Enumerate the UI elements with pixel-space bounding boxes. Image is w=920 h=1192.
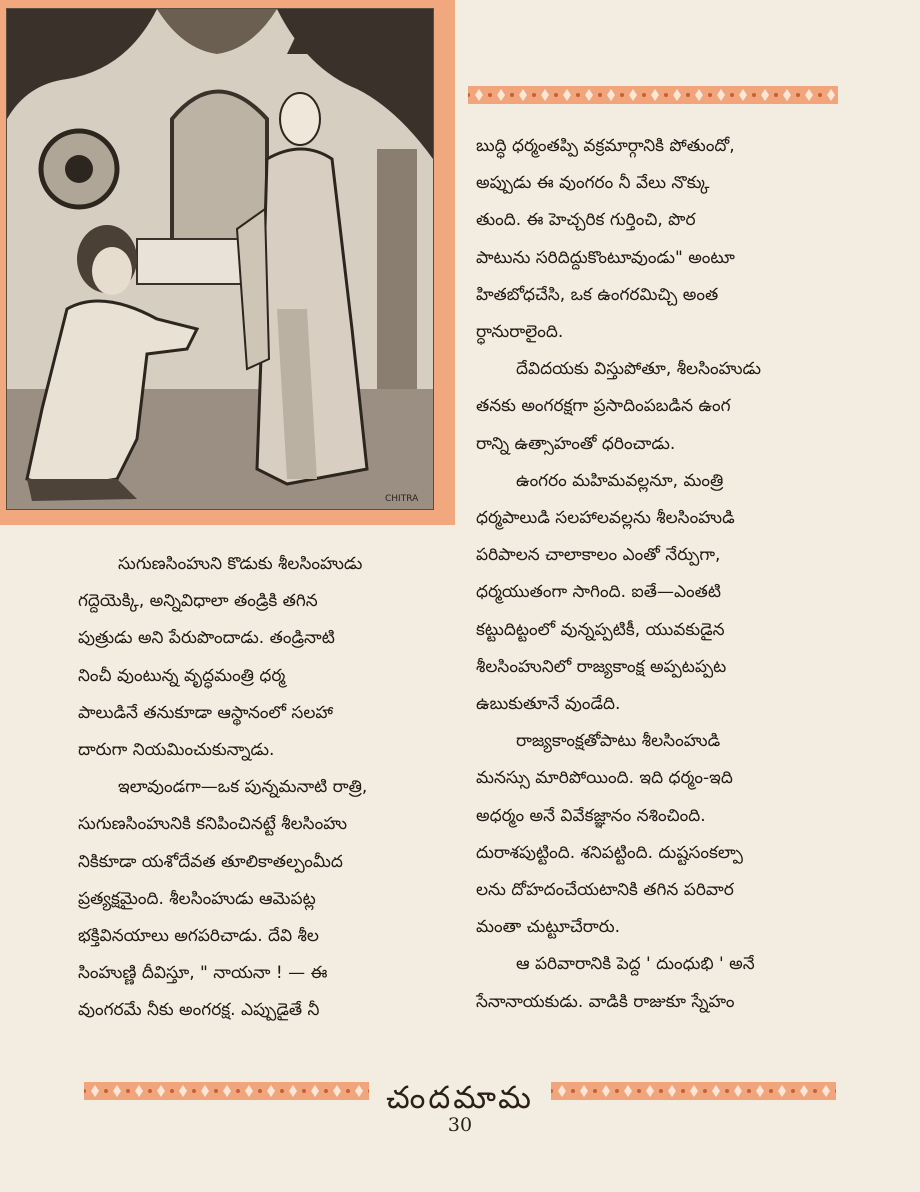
text-line: హితబోధచేసి, ఒక ఉంగరమిచ్చి అంత [476, 284, 719, 305]
text-line: దేవిదయకు విస్తుపోతూ, శీలసింహుడు [516, 359, 761, 380]
text-line: ధర్మయుతంగా సాగింది. ఐతే—ఎంతటి [476, 582, 722, 603]
text-line: అధర్మం అనే వివేకజ్ఞానం నశించింది. [476, 805, 706, 826]
text-line: తుంది. ఈ హెచ్చరిక గుర్తించి, పొర [476, 210, 696, 231]
text-line: పరిపాలన చాలాకాలం ఎంతో నేర్పుగా, [476, 545, 721, 566]
text-line: పుత్రుడు అని పేరుపొందాడు. తండ్రినాటి [78, 628, 335, 649]
text-line: పాటును సరిదిద్దుకొంటూవుండు" అంటూ [476, 247, 735, 268]
text-line: కట్టుదిట్టంలో వున్నప్పటికీ, యువకుడైన [476, 619, 725, 640]
text-line: రాన్ని ఉత్సాహంతో ధరించాడు. [476, 433, 676, 454]
text-line: నించీ వుంటున్న వృద్ధమంత్రి ధర్మ [78, 665, 286, 686]
text-line: సుగుణసింహుని కొడుకు శీలసింహుడు [118, 554, 363, 574]
text-line: శీలసింహునిలో రాజ్యకాంక్ష అప్పటప్పట [476, 656, 727, 677]
illustration-frame [0, 0, 455, 525]
text-line: ధర్మపాలుడి సలహాలవల్లను శీలసింహుడి [476, 508, 735, 529]
text-line: ప్రత్యక్షమైంది. శీలసింహుడు ఆమెపట్ల [78, 888, 316, 909]
text-line: వుంగరమే నీకు అంగరక్ష. ఎప్పుడైతే నీ [78, 1000, 320, 1021]
text-line: పాలుడినే తనుకూడా ఆస్థానంలో సలహా [78, 702, 333, 723]
text-line: రాజ్యకాంక్షతోపాటు శీలసింహుడి [516, 731, 721, 752]
border-pattern [84, 1082, 369, 1100]
illustration-goddess-and-king [6, 8, 434, 510]
text-line: నికికూడా యశోదేవత తూలికాతల్పంమీద [78, 851, 343, 872]
text-line: మనస్సు మారిపోయింది. ఇది ధర్మం-ఇది [476, 768, 733, 789]
left-column-text [78, 546, 450, 1030]
text-line: సేనానాయకుడు. వాడికి రాజుకూ స్నేహం [476, 991, 735, 1012]
page-number: 30 [447, 1114, 473, 1136]
top-decorative-border [468, 86, 838, 104]
text-line: మంతా చుట్టూచేరారు. [476, 917, 621, 938]
text-line: ఇలావుండగా—ఒక పున్నమనాటి రాత్రి, [118, 777, 368, 798]
text-line: బుద్ధి ధర్మంతప్పి వక్రమార్గానికి పోతుందో, [476, 136, 735, 156]
right-column-text [476, 128, 838, 1021]
text-line: సింహుణ్ణి దీవిస్తూ, " నాయనా ! — ఈ [78, 963, 328, 984]
illustration-signature: CHITRA [385, 494, 419, 504]
text-line: లను దోహదంచేయటానికి తగిన పరివార [476, 880, 734, 901]
text-line: తనకు అంగరక్షగా ప్రసాదింపబడిన ఉంగ [476, 396, 731, 417]
illustration-drawing [7, 9, 433, 509]
text-line: ఉంగరం మహిమవల్లనూ, మంత్రి [516, 470, 724, 491]
text-line: గద్దెయెక్కి, అన్నివిధాలా తండ్రికి తగిన [78, 591, 318, 612]
text-line: ఉబుకుతూనే వుండేది. [476, 694, 621, 715]
text-line: దారుగా నియమించుకున్నాడు. [78, 740, 275, 761]
text-line: ఆ పరివారానికి పెద్ద ' దుంధుభి ' అనే [516, 954, 755, 975]
text-line: సుగుణసింహునికి కనిపించినట్టే శీలసింహు [78, 814, 348, 835]
footer-right-border [551, 1082, 836, 1100]
text-line: ర్ధానురాలైంది. [476, 322, 564, 343]
text-line: దురాశపుట్టింది. శనిపట్టింది. దుష్టసంకల్పా [476, 842, 743, 863]
magazine-title: చందమామ [386, 1080, 534, 1116]
text-line: అప్పుడు ఈ వుంగరం నీ వేలు నొక్కు [476, 173, 710, 194]
border-pattern [551, 1082, 836, 1100]
footer-left-border [84, 1082, 369, 1100]
border-pattern [468, 86, 838, 104]
text-line: భక్తివినయాలు అగపరిచాడు. దేవి శీల [78, 926, 319, 947]
